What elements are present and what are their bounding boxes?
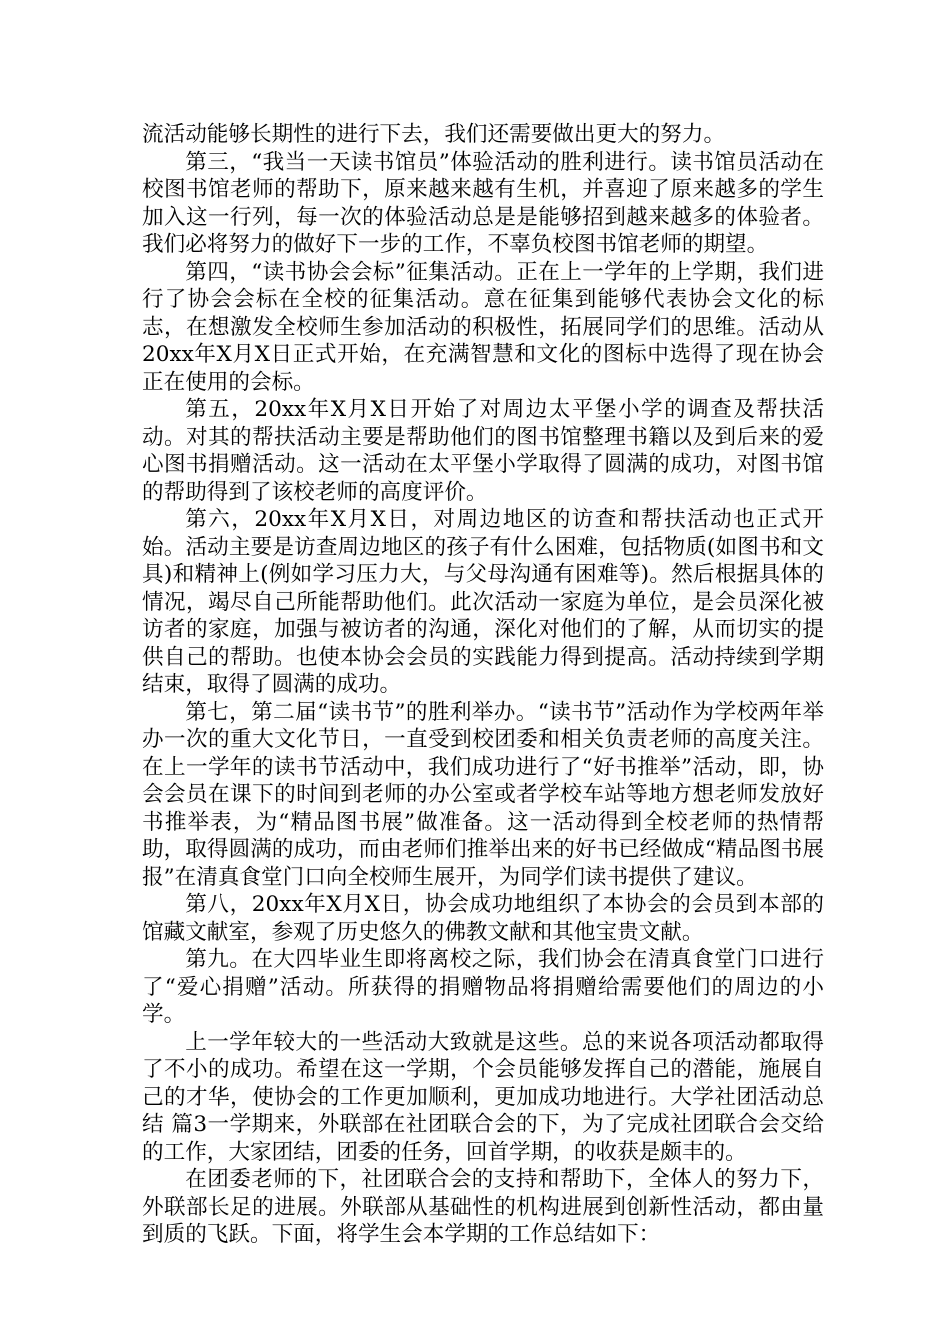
paragraph-outreach-intro: 在团委老师的下，社团联合会的支持和帮助下，全体人的努力下，外联部长足的进展。外联部从基础性的机构进展到创新性活动，都由量到质的飞跃。下面，将学生会本学期的工作总结如下： — [142, 1167, 824, 1247]
paragraph-continuation: 流活动能够长期性的进行下去，我们还需要做出更大的努力。 — [142, 122, 726, 147]
paragraph-eighth-item: 第八，20xx年X月X日，协会成功地组织了本协会的会员到本部的馆藏文献室，参观了历史悠久的佛教文献和其他宝贵文献。 — [142, 892, 824, 945]
paragraph-ninth-item: 第九。在大四毕业生即将离校之际，我们协会在清真食堂门口进行了“爱心捐赠”活动。所获得的捐赠物品将捐赠给需要他们的周边的小学。 — [142, 947, 824, 1027]
paragraph-sixth-item: 第六，20xx年X月X日，对周边地区的访查和帮扶活动也正式开始。活动主要是访查周边地区的孩子有什么困难，包括物质(如图书和文具)和精神上(例如学习压力大，与父母沟通有困难等)。然后根据具体的情况，竭尽自己所能帮助他们。此次活动一家庭为单位，是会员深化被访者的家庭，加强与被访者的沟通，深化对他们的了解，从而切实的提供自己的帮助。也使本协会会员的实践能力得到提高。活动持续到学期结束，取得了圆满的成功。 — [142, 507, 824, 697]
paragraph-fifth-item: 第五，20xx年X月X日开始了对周边太平堡小学的调查及帮扶活动。对其的帮扶活动主要是帮助他们的图书馆整理书籍以及到后来的爱心图书捐赠活动。这一活动在太平堡小学取得了圆满的成功，对图书馆的帮助得到了该校老师的高度评价。 — [142, 397, 824, 505]
paragraph-seventh-item: 第七，第二届“读书节”的胜利举办。“读书节”活动作为学校两年举办一次的重大文化节日，一直受到校团委和相关负责老师的高度关注。在上一学年的读书节活动中，我们成功进行了“好书推举”活动，即，协会会员在课下的时间到老师的办公室或者学校车站等地方想老师发放好书推举表，为“精品图书展”做准备。这一活动得到全校老师的热情帮助，取得圆满的成功，而由老师们推举出来的好书已经做成“精品图书展报”在清真食堂门口向全校师生展开，为同学们读书提供了建议。 — [142, 699, 824, 890]
paragraph-third-item: 第三，“我当一天读书馆员”体验活动的胜利进行。读书馆员活动在校图书馆老师的帮助下，原来越来越有生机，并喜迎了原来越多的学生加入这一行列，每一次的体验活动总是是能够招到越来越多的体验者。我们必将努力的做好下一步的工作，不辜负校图书馆老师的期望。 — [142, 149, 824, 257]
paragraph-fourth-item: 第四，“读书协会会标”征集活动。正在上一学年的上学期，我们进行了协会会标在全校的征集活动。意在征集到能够代表协会文化的标志，在想激发全校师生参加活动的积极性，拓展同学们的思维。活动从20xx年X月X日正式开始，在充满智慧和文化的图标中选得了现在协会正在使用的会标。 — [142, 259, 824, 395]
paragraph-summary: 上一学年较大的一些活动大致就是这些。总的来说各项活动都取得了不小的成功。希望在这一学期，个会员能够发挥自己的潜能，施展自己的才华，使协会的工作更加顺利，更加成功地进行。大学社团活动总结 篇3一学期来，外联部在社团联合会的下，为了完成社团联合会交给的工作，大家团结，团委的任务，回首学期，的收获是颇丰的。 — [142, 1029, 824, 1165]
document-body — [142, 121, 824, 1249]
